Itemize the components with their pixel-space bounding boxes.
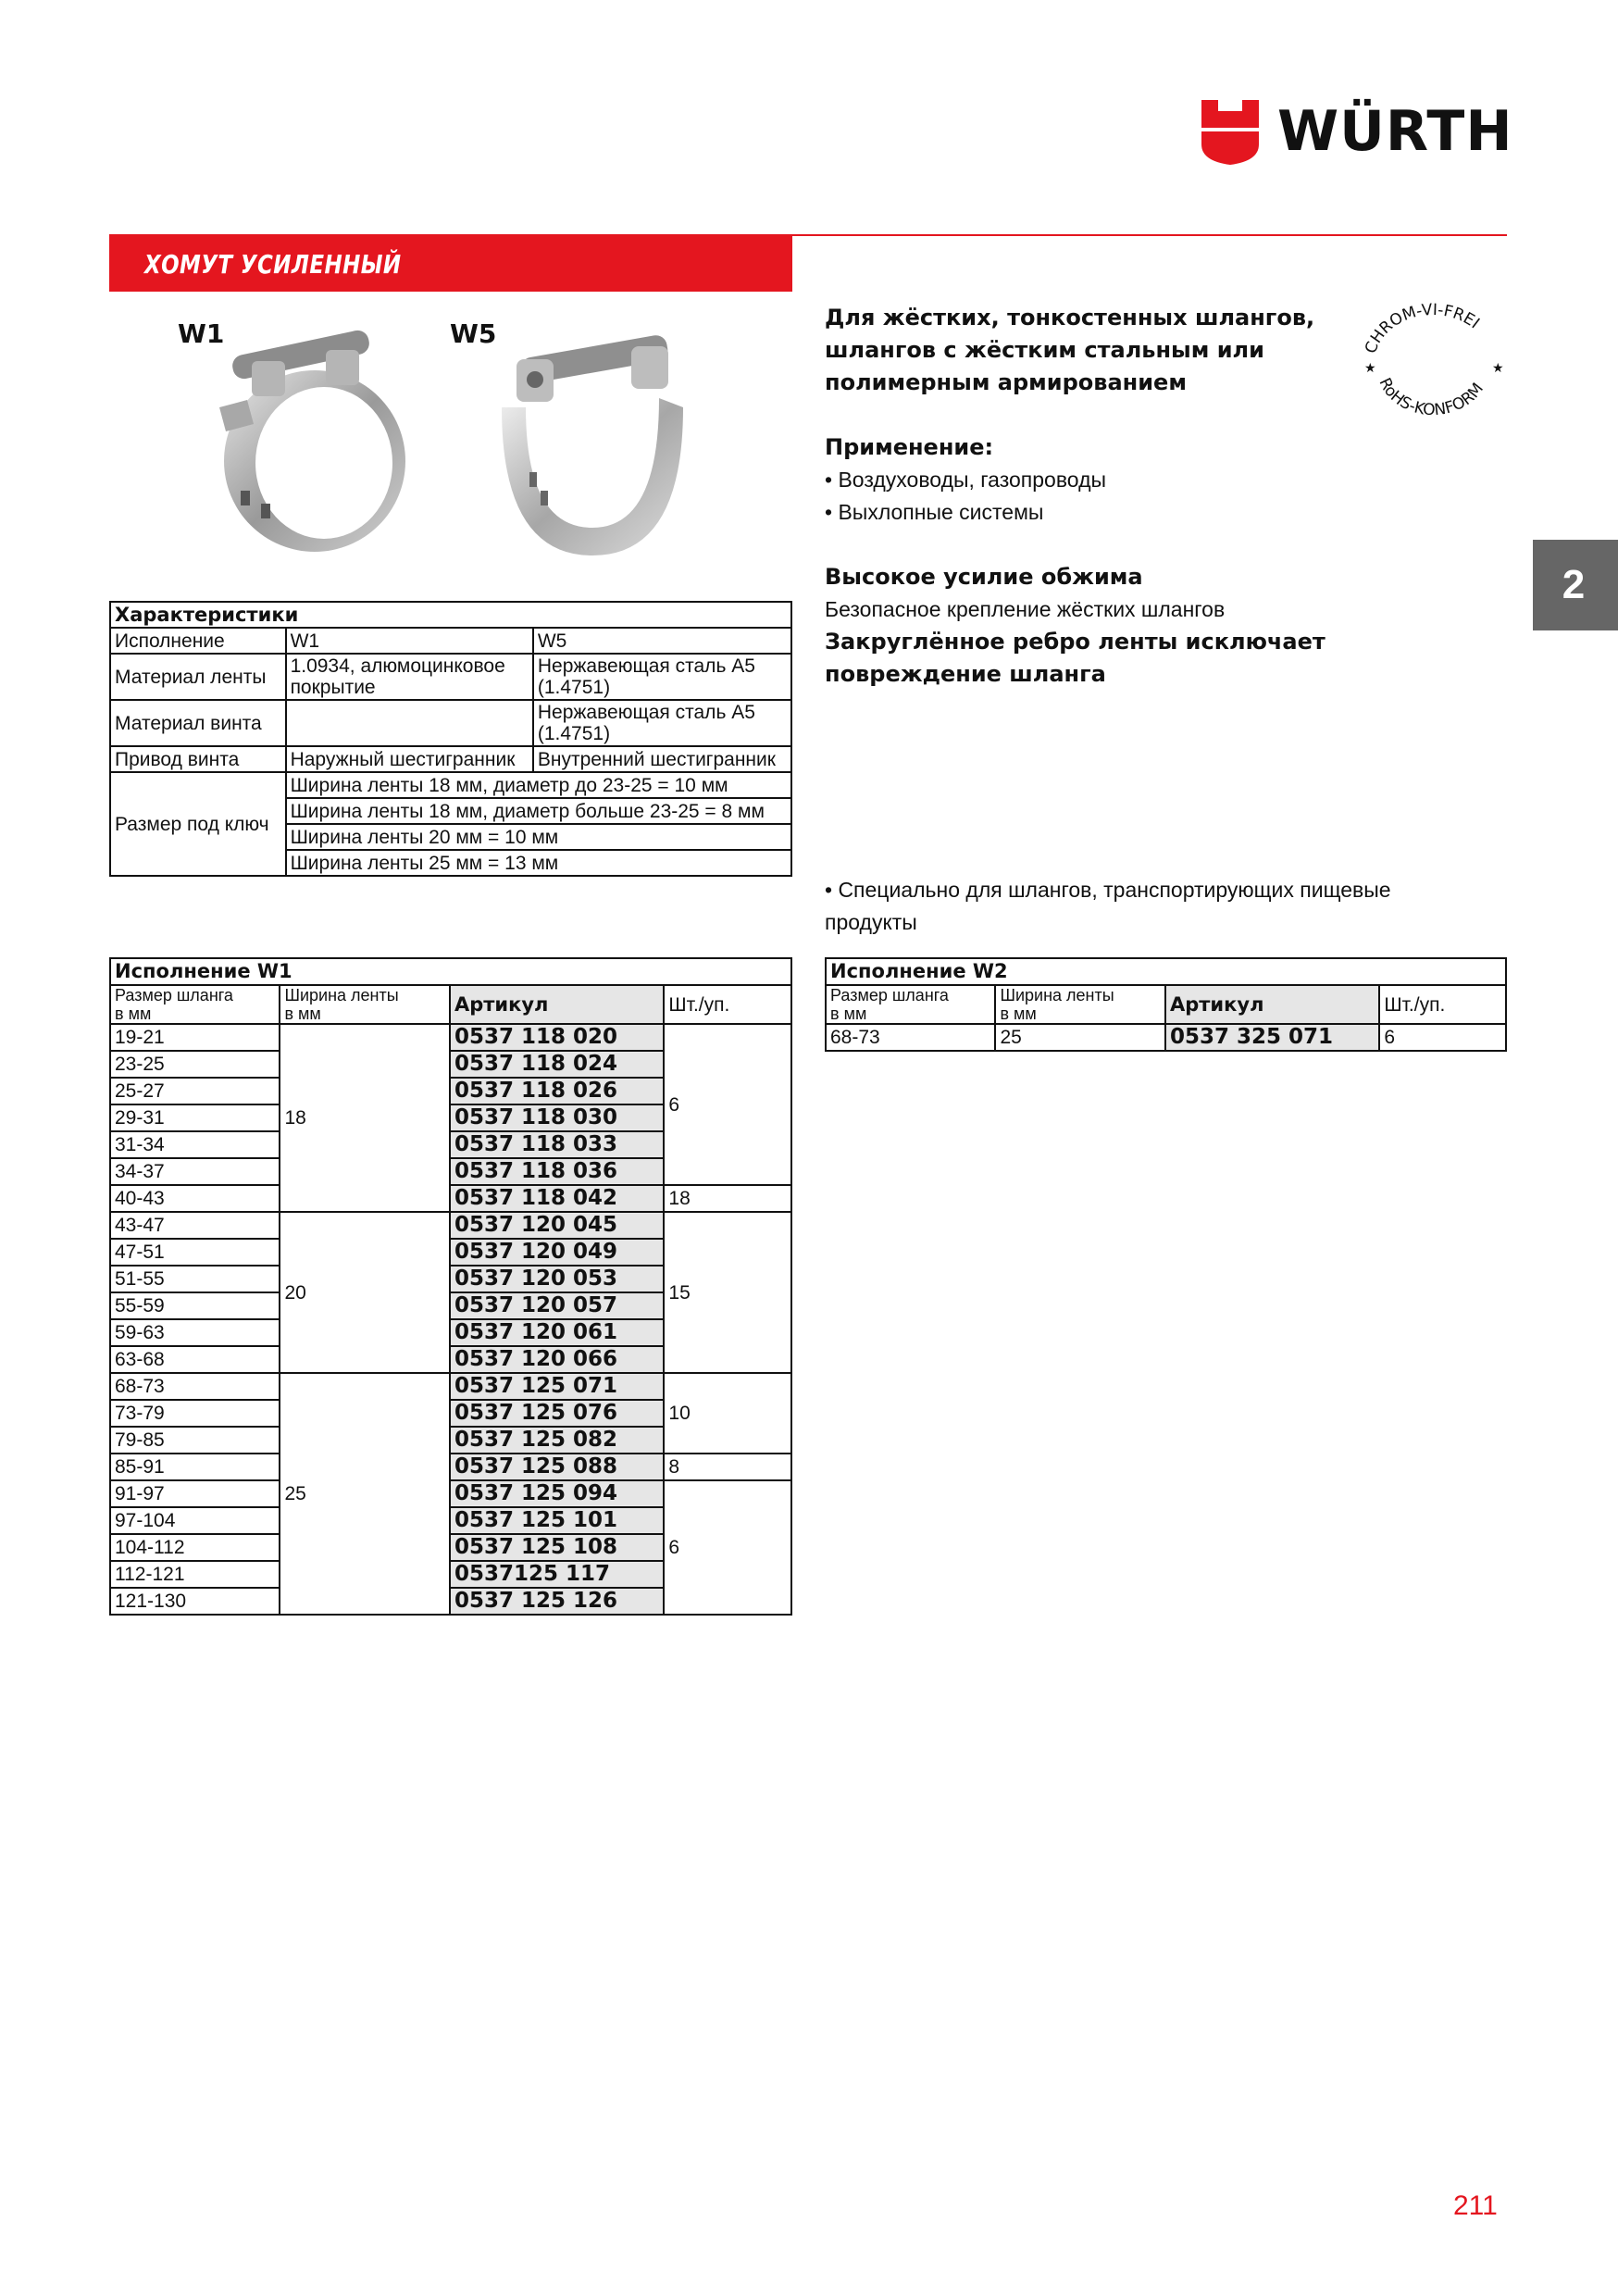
spec-label: Привод винта (110, 746, 286, 772)
cell-size: 59-63 (110, 1319, 280, 1346)
clamp-w1-image (196, 306, 428, 565)
application-heading: Применение: (825, 434, 994, 460)
cell-qty: 6 (664, 1024, 791, 1185)
cell-article: 0537 120 045 (450, 1212, 664, 1239)
cell-size: 34-37 (110, 1158, 280, 1185)
spec-value: Ширина ленты 18 мм, диаметр больше 23-25 = 8 мм (286, 798, 791, 824)
spec-value: Наружный шестигранник (286, 746, 533, 772)
table-row (110, 1480, 791, 1507)
cell-size: 25-27 (110, 1078, 280, 1104)
cell-width: 18 (280, 1024, 449, 1212)
table-row (110, 1212, 791, 1239)
section-number: 2 (1562, 562, 1586, 607)
cell-article: 0537 120 049 (450, 1239, 664, 1266)
wurth-logo (1200, 96, 1511, 168)
cell-size: 47-51 (110, 1239, 280, 1266)
cell-width: 20 (280, 1212, 449, 1373)
cell-article: 0537 118 030 (450, 1104, 664, 1131)
cell-size: 23-25 (110, 1051, 280, 1078)
cell-article: 0537 125 101 (450, 1507, 664, 1534)
badge-top-text: CHROM-VI-FREI (1361, 300, 1483, 356)
image-label-w5: W5 (450, 318, 497, 349)
cell-article: 0537 120 057 (450, 1292, 664, 1319)
cell-article: 0537 118 026 (450, 1078, 664, 1104)
cell-size: 121-130 (110, 1588, 280, 1615)
spec-value: Ширина ленты 20 мм = 10 мм (286, 824, 791, 850)
cell-size: 43-47 (110, 1212, 280, 1239)
cell-size: 73-79 (110, 1400, 280, 1427)
col-header-article: Артикул (1165, 985, 1379, 1024)
spec-value: Ширина ленты 18 мм, диаметр до 23-25 = 10 мм (286, 772, 791, 798)
svg-text:RoHS-KONFORM (1375, 375, 1487, 415)
col-header-article: Артикул (450, 985, 664, 1024)
spec-value: Нержавеющая сталь A5 (1.4751) (533, 654, 791, 700)
section-tab (1533, 540, 1618, 630)
cell-size: 104-112 (110, 1534, 280, 1561)
spec-value (286, 700, 533, 746)
features-block (825, 561, 1528, 691)
spec-label: Исполнение (110, 628, 286, 654)
cell-article: 0537 120 066 (450, 1346, 664, 1373)
table-row (110, 1454, 791, 1480)
col-header-width: Ширина ленты в мм (995, 985, 1164, 1024)
cell-article: 0537125 117 (450, 1561, 664, 1588)
title-bar (109, 234, 792, 292)
spec-label: Материал винта (110, 700, 286, 746)
feature-heading: Высокое усилие обжима (825, 564, 1143, 590)
cell-article: 0537 125 076 (450, 1400, 664, 1427)
cell-qty: 6 (1379, 1024, 1506, 1051)
col-header-qty: Шт./уп. (664, 985, 791, 1024)
cell-article: 0537 118 020 (450, 1024, 664, 1051)
cell-article: 0537 120 053 (450, 1266, 664, 1292)
spec-value: Ширина ленты 25 мм = 13 мм (286, 850, 791, 876)
cell-width: 25 (280, 1373, 449, 1615)
cell-article: 0537 325 071 (1165, 1024, 1379, 1051)
specs-table (109, 601, 792, 877)
w1-table-title: Исполнение W1 (110, 958, 791, 985)
cell-article: 0537 125 108 (450, 1534, 664, 1561)
cell-article: 0537 125 088 (450, 1454, 664, 1480)
table-row (110, 1373, 791, 1400)
cell-article: 0537 125 094 (450, 1480, 664, 1507)
cell-size: 68-73 (826, 1024, 995, 1051)
cell-size: 97-104 (110, 1507, 280, 1534)
cell-size: 19-21 (110, 1024, 280, 1051)
cell-article: 0537 125 082 (450, 1427, 664, 1454)
cell-size: 91-97 (110, 1480, 280, 1507)
cell-article: 0537 118 042 (450, 1185, 664, 1212)
col-header-width: Ширина ленты в мм (280, 985, 449, 1024)
rohs-badge (1353, 294, 1511, 415)
wurth-logo-mark-icon (1200, 100, 1261, 165)
cell-size: 55-59 (110, 1292, 280, 1319)
feature-heading: Закруглённое ребро ленты исключает (825, 629, 1326, 655)
cell-size: 29-31 (110, 1104, 280, 1131)
cell-article: 0537 125 126 (450, 1588, 664, 1615)
cell-qty: 10 (664, 1373, 791, 1454)
cell-size: 68-73 (110, 1373, 280, 1400)
col-header-size: Размер шланга в мм (110, 985, 280, 1024)
page-number: 211 (1453, 2190, 1498, 2221)
spec-value: Нержавеющая сталь A5 (1.4751) (533, 700, 791, 746)
header-rule (792, 234, 1507, 236)
svg-text:CHROM-VI-FREI (1362, 301, 1483, 356)
w2-table (825, 957, 1507, 1052)
cell-article: 0537 118 036 (450, 1158, 664, 1185)
cell-article: 0537 125 071 (450, 1373, 664, 1400)
col-header-size: Размер шланга в мм (826, 985, 995, 1024)
spec-value: 1.0934, алюмоцинковое покрытие (286, 654, 533, 700)
star-icon: ★ (1364, 360, 1376, 375)
cell-article: 0537 120 061 (450, 1319, 664, 1346)
w2-table-title: Исполнение W2 (826, 958, 1506, 985)
cell-size: 31-34 (110, 1131, 280, 1158)
col-header-qty: Шт./уп. (1379, 985, 1506, 1024)
cell-article: 0537 118 024 (450, 1051, 664, 1078)
spec-label: Размер под ключ (110, 772, 286, 876)
cell-qty: 18 (664, 1185, 791, 1212)
feature-text: Безопасное крепление жёстких шлангов (825, 597, 1226, 621)
image-label-w1: W1 (178, 318, 225, 349)
badge-bottom-text: RoHS-KONFORM (1375, 375, 1487, 415)
table-row (110, 1185, 791, 1212)
feature-heading: повреждение шланга (825, 661, 1106, 687)
cell-article: 0537 118 033 (450, 1131, 664, 1158)
specs-title: Характеристики (110, 602, 791, 628)
star-icon: ★ (1492, 360, 1504, 375)
cell-size: 51-55 (110, 1266, 280, 1292)
application-block (825, 431, 1473, 529)
cell-qty: 8 (664, 1454, 791, 1480)
brand-name: WÜRTH (1277, 99, 1513, 164)
cell-size: 79-85 (110, 1427, 280, 1454)
application-item: • Воздуховоды, газопроводы (825, 468, 1107, 492)
clamp-w5-image (474, 306, 705, 565)
cell-width: 25 (995, 1024, 1164, 1051)
cell-size: 63-68 (110, 1346, 280, 1373)
food-note: • Специально для шлангов, транспортирующих пищевые продукты (825, 878, 1391, 934)
cell-size: 40-43 (110, 1185, 280, 1212)
cell-size: 112-121 (110, 1561, 280, 1588)
page-title: ХОМУТ УСИЛЕННЫЙ (144, 249, 402, 280)
spec-value: Внутренний шестигранник (533, 746, 791, 772)
cell-size: 85-91 (110, 1454, 280, 1480)
cell-qty: 6 (664, 1480, 791, 1615)
w1-table (109, 957, 792, 1616)
spec-label: Материал ленты (110, 654, 286, 700)
spec-value: W5 (533, 628, 791, 654)
application-item: • Выхлопные системы (825, 500, 1044, 524)
cell-qty: 15 (664, 1212, 791, 1373)
table-row (110, 1024, 791, 1051)
intro-text: Для жёстких, тонкостенных шлангов, шлангов с жёстким стальным или полимерным армированием (825, 305, 1315, 395)
spec-value: W1 (286, 628, 533, 654)
